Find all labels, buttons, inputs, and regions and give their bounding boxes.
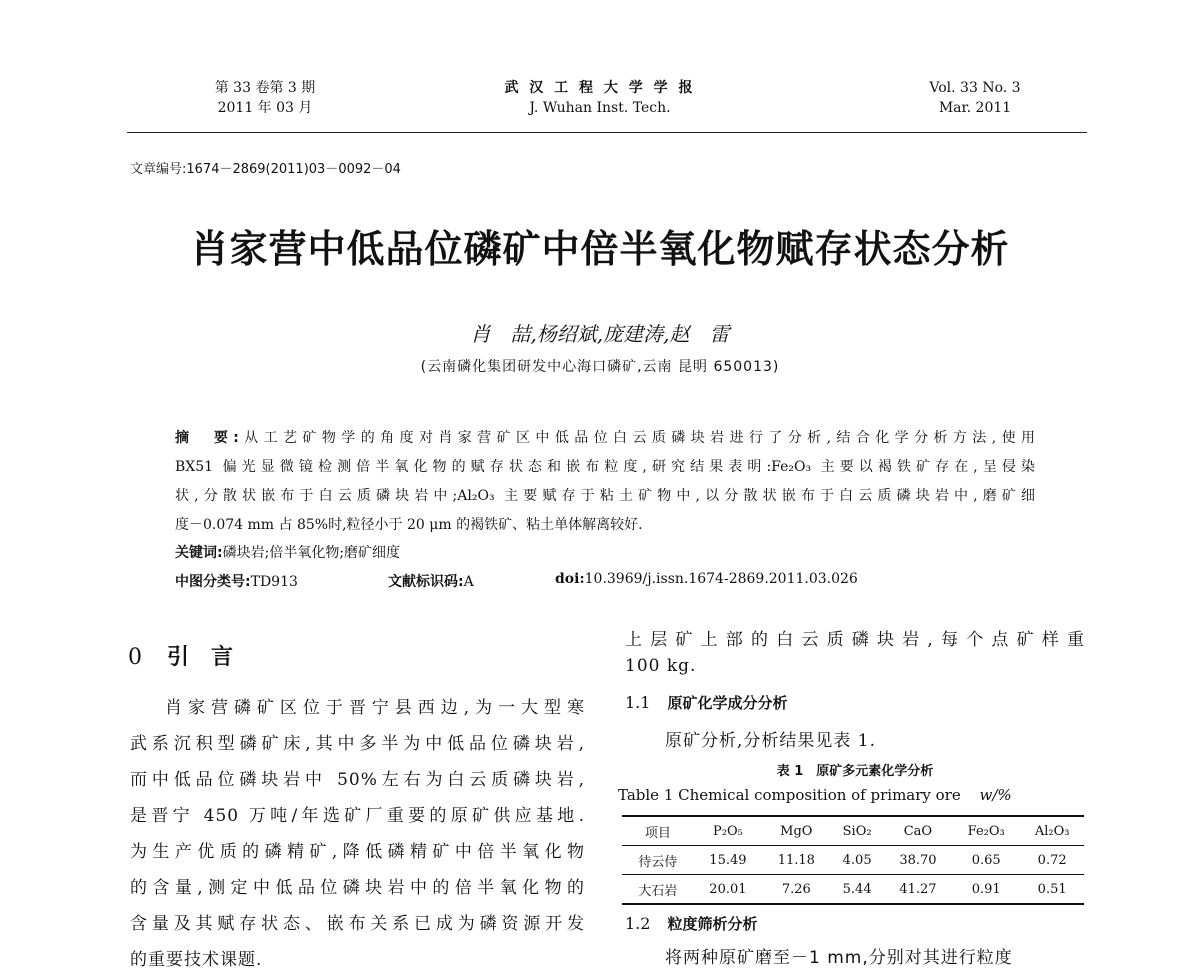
table-row [622,875,1084,905]
cell: 大石岩 [638,883,678,899]
paragraph-line: 上层矿上部的白云质磷块岩,每个点矿样重 [625,630,1085,650]
paragraph-line: 含量及其赋存状态、嵌布关系已成为磷资源开发 [130,914,585,934]
cell: 11.18 [777,852,815,868]
cell: 7.26 [781,881,811,897]
paper-title: 肖家营中低品位磷矿中倍半氧化物赋存状态分析 [190,226,1010,271]
abstract-line: 度－0.074 mm 占 85%时,粒径小于 20 μm 的褐铁矿、粘土单体解离较好. [175,517,643,533]
paragraph-line: 为生产优质的磷精矿,降低磷精矿中倍半氧化物 [130,842,585,862]
issue-date-en: Mar. 2011 [938,100,1012,116]
volume-issue-en: Vol. 33 No. 3 [929,80,1021,96]
section-1-2-heading [625,913,758,934]
abstract-line [175,427,1035,447]
section-number: 0 [128,645,142,670]
header-cell: Al₂O₃ [1034,823,1070,839]
cell: 20.01 [709,881,747,897]
paragraph-line: 而中低品位磷块岩中 50%左右为白云质磷块岩, [130,770,585,790]
header-cell: Fe₂O₃ [967,823,1005,839]
doi-value: 10.3969/j.issn.1674-2869.2011.03.026 [584,571,858,587]
table-header-row [622,816,1084,846]
affiliation: (云南磷化集团研发中心海口磷矿,云南 昆明 650013) [420,359,780,375]
journal-name [430,78,770,118]
header-cell: MgO [780,823,813,839]
issue-date: 2011 年 03 月 [217,100,313,116]
classification-value: TD913 [250,574,298,590]
paragraph-line: 是晋宁 450 万吨/年选矿厂重要的原矿供应基地. [130,806,585,826]
abstract-line: BX51 偏光显微镜检测倍半氧化物的赋存状态和嵌布粒度,研究结果表明:Fe₂O₃ 主要以褐铁矿存在,呈侵染 [175,459,1035,475]
section-1-1-heading [625,692,788,713]
cell: 15.49 [709,852,747,868]
header-cell: P₂O₅ [712,823,743,839]
cell: 4.05 [842,852,872,868]
cell: 待云侍 [638,854,678,870]
header-rule [127,132,1087,133]
cell: 0.72 [1037,852,1067,868]
keywords-label: 关键词: [175,545,223,561]
header-cell: 项目 [644,825,671,841]
doc-code-label: 文献标识码: [388,574,464,590]
paragraph-line: 武系沉积型磷矿床,其中多半为中低品位磷块岩, [130,734,585,754]
volume-issue: 第 33 卷第 3 期 [214,80,316,96]
paragraph-line: 原矿分析,分析结果见表 1. [665,731,877,751]
table-unit: w/% [979,786,1012,804]
cell: 0.51 [1037,881,1067,897]
table-caption-en [618,786,1012,804]
section-title: 引 言 [167,645,234,670]
table-1 [622,815,1084,905]
section-number: 1.2 [625,914,651,933]
paragraph-line: 将两种原矿磨至－1 mm,分别对其进行粒度 [665,948,1013,968]
table-caption-cn: 表 1 原矿多元素化学分析 [776,764,934,779]
caption-text: Table 1 Chemical composition of primary ore [618,786,961,804]
authors: 肖 喆,杨绍斌,庞建涛,赵 雷 [470,322,730,346]
doi-label: doi: [555,571,585,587]
keywords [175,542,400,562]
abstract-line: 状,分散状嵌布于白云质磷块岩中;Al₂O₃ 主要赋存于粘土矿物中,以分散状嵌布于白云质磷块岩中,磨矿细 [175,488,1035,504]
abstract-text: 从工艺矿物学的角度对肖家营矿区中低品位白云质磷块岩进行了分析,结合化学分析方法,使用 [238,430,1035,446]
section-title: 原矿化学成分分析 [667,694,788,712]
journal-volume [185,78,345,118]
paragraph-line: 100 kg. [625,656,697,676]
journal-name-cn: 武 汉 工 程 大 学 学 报 [504,80,696,96]
section-title: 粒度筛析分析 [667,915,758,933]
section-0-heading [128,640,233,671]
header-cell: CaO [903,823,933,839]
classification [175,571,298,591]
doc-code [388,571,474,591]
section-number: 1.1 [625,693,651,712]
doi [555,571,858,587]
doc-code-value: A [463,574,474,590]
paragraph-line: 的含量,测定中低品位磷块岩中的倍半氧化物的 [130,878,585,898]
paragraph-line: 的重要技术课题. [130,950,263,970]
abstract-label: 摘 要: [175,430,239,446]
table-row [622,846,1084,875]
cell: 0.65 [971,852,1001,868]
journal-volume-en [900,78,1050,118]
cell: 5.44 [842,881,872,897]
header-cell: SiO₂ [842,823,872,839]
keywords-value: 磷块岩;倍半氧化物;磨矿细度 [222,545,401,561]
cell: 41.27 [899,881,937,897]
paragraph-line: 肖家营磷矿区位于晋宁县西边,为一大型寒 [165,698,585,718]
cell: 38.70 [899,852,937,868]
classification-label: 中图分类号: [175,574,251,590]
cell: 0.91 [971,881,1001,897]
article-number: 文章编号:1674－2869(2011)03－0092－04 [130,162,401,177]
journal-name-en: J. Wuhan Inst. Tech. [529,100,671,116]
